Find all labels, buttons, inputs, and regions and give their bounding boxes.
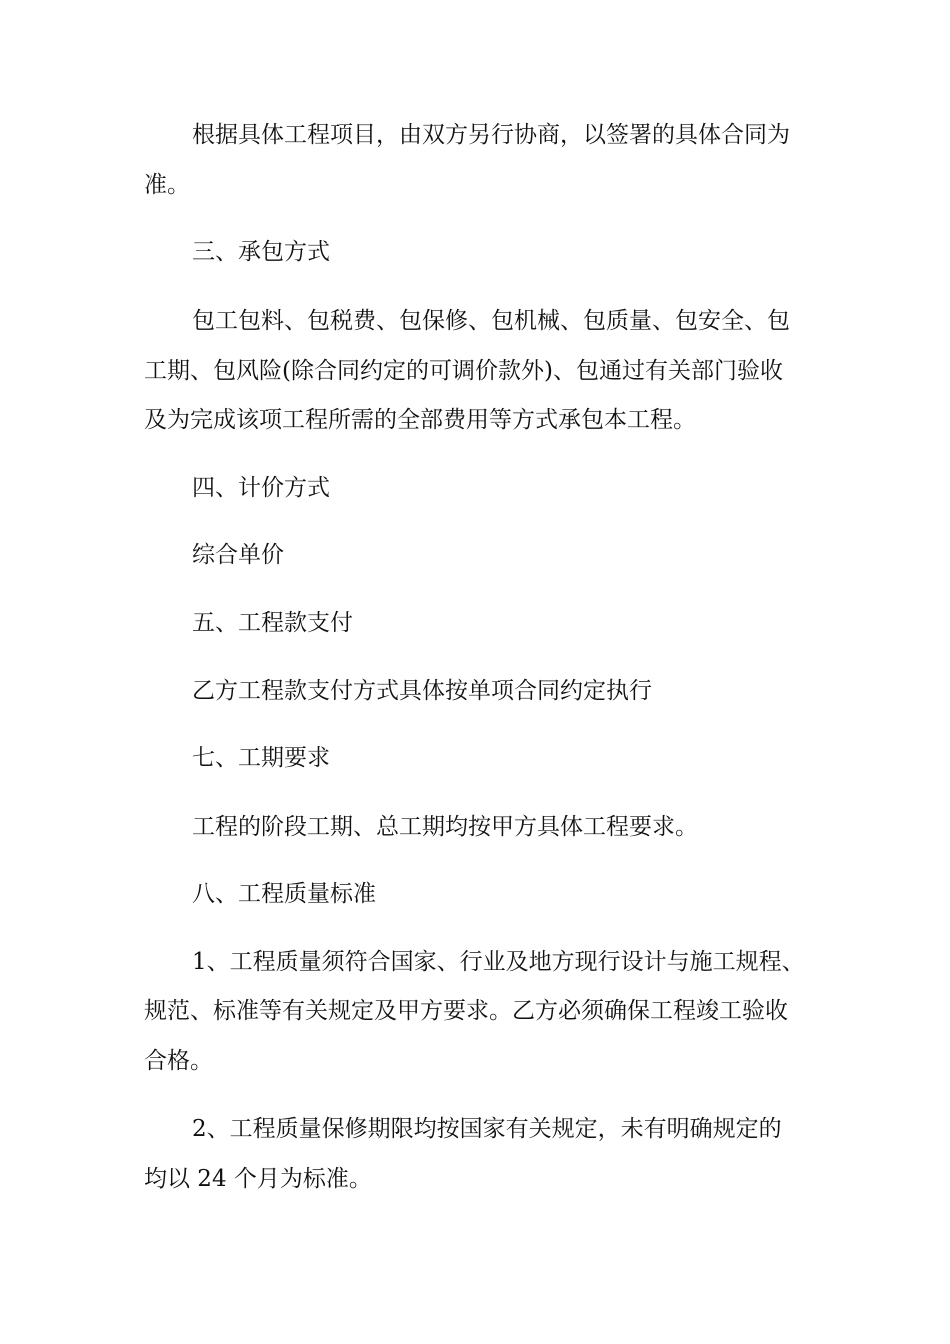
paragraph-line: 包工包料、包税费、包保修、包机械、包质量、包安全、包 xyxy=(192,308,790,334)
paragraph-line: 合格。 xyxy=(144,1048,213,1074)
paragraph-line: 工期、包风险(除合同约定的可调价款外)、包通过有关部门验收 xyxy=(144,358,783,384)
paragraph-line: 工程的阶段工期、总工期均按甲方具体工程要求。 xyxy=(192,814,698,840)
paragraph-line: 综合单价 xyxy=(192,542,284,568)
paragraph-line: 1、工程质量须符合国家、行业及地方现行设计与施工规程、 xyxy=(192,949,805,975)
paragraph-line: 根据具体工程项目，由双方另行协商，以签署的具体合同为 xyxy=(192,122,790,148)
section-heading: 四、计价方式 xyxy=(192,475,330,501)
section-heading: 八、工程质量标准 xyxy=(192,881,376,907)
section-heading: 七、工期要求 xyxy=(192,745,330,771)
paragraph-line: 均以 24 个月为标准。 xyxy=(144,1166,372,1192)
paragraph-line: 规范、标准等有关规定及甲方要求。乙方必须确保工程竣工验收 xyxy=(144,998,788,1024)
paragraph-line: 2、工程质量保修期限均按国家有关规定，未有明确规定的 xyxy=(192,1116,782,1142)
paragraph-line: 乙方工程款支付方式具体按单项合同约定执行 xyxy=(192,678,652,704)
section-heading: 五、工程款支付 xyxy=(192,610,353,636)
paragraph-line: 及为完成该项工程所需的全部费用等方式承包本工程。 xyxy=(144,407,696,433)
section-heading: 三、承包方式 xyxy=(192,239,330,265)
paragraph-line: 准。 xyxy=(144,172,190,198)
